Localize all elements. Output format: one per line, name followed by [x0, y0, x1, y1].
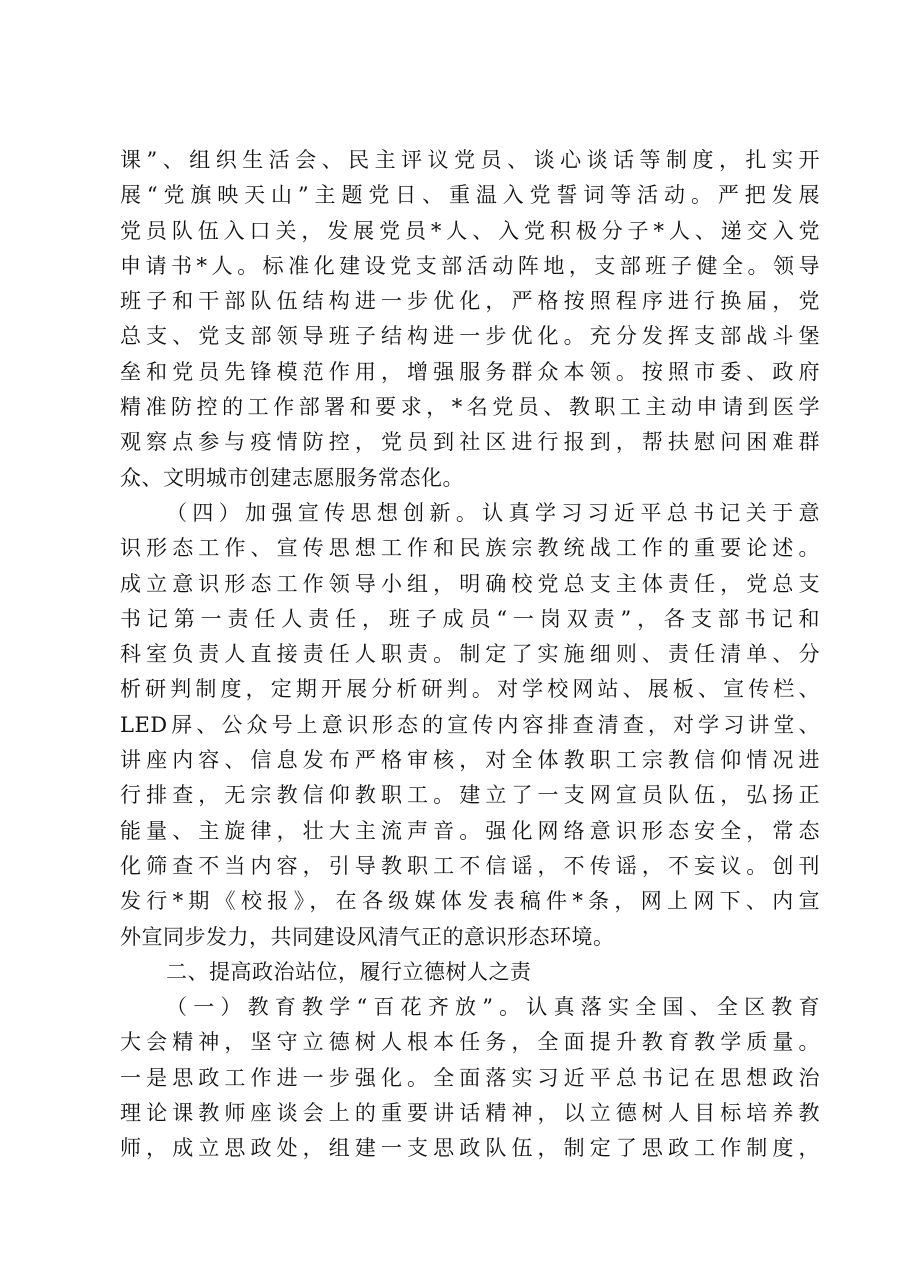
- text-line: 班子和干部队伍结构进一步优化，严格按照程序进行换届，党: [120, 289, 820, 314]
- text-line: 理论课教师座谈会上的重要讲话精神，以立德树人目标培养教: [120, 1101, 820, 1126]
- text-line: 一是思政工作进一步强化。全面落实习近平总书记在思想政治: [120, 1065, 820, 1090]
- text-line: 发行*期《校报》，在各级媒体发表稿件*条，网上网下、内宣: [120, 889, 820, 914]
- text-line: 大会精神，坚守立德树人根本任务，全面提升教育教学质量。: [120, 1030, 820, 1055]
- text-line: 科室负责人直接责任人职责。制定了实施细则、责任清单、分: [120, 642, 820, 667]
- section-heading-line: （一）教育教学“百花齐放”。认真落实全国、全区教育: [166, 995, 820, 1020]
- text-line: 垒和党员先锋模范作用，增强服务群众本领。按照市委、政府: [120, 359, 820, 384]
- document-body: [120, 143, 820, 1167]
- text-line: 观察点参与疫情防控，党员到社区进行报到，帮扶慰问困难群: [120, 430, 820, 455]
- text-line: 化筛查不当内容，引导教职工不信谣，不传谣，不妄议。创刊: [120, 853, 820, 878]
- text-line: 总支、党支部领导班子结构进一步优化。充分发挥支部战斗堡: [120, 324, 820, 349]
- text-line: 众、文明城市创建志愿服务常态化。: [120, 465, 464, 490]
- text-line: LED屏、公众号上意识形态的宣传内容排查清查，对学习讲堂、: [120, 712, 820, 737]
- text-line: 识形态工作、宣传思想工作和民族宗教统战工作的重要论述。: [120, 536, 820, 561]
- text-line: 成立意识形态工作领导小组，明确校党总支主体责任，党总支: [120, 571, 820, 596]
- text-line: 展“党旗映天山”主题党日、重温入党誓词等活动。严把发展: [120, 183, 820, 208]
- text-line: 课”、组织生活会、民主评议党员、谈心谈话等制度，扎实开: [120, 148, 820, 172]
- text-line: 析研判制度，定期开展分析研判。对学校网站、展板、宣传栏、: [120, 677, 820, 702]
- text-line: 讲座内容、信息发布严格审核，对全体教职工宗教信仰情况进: [120, 748, 820, 773]
- text-line: 外宣同步发力，共同建设风清气正的意识形态环境。: [120, 924, 615, 949]
- text-line: 师，成立思政处，组建一支思政队伍，制定了思政工作制度，: [120, 1136, 820, 1161]
- chapter-heading-line: 二、提高政治站位，履行立德树人之责: [166, 959, 532, 984]
- text-line: 能量、主旋律，壮大主流声音。强化网络意识形态安全，常态: [120, 818, 820, 843]
- text-line: 党员队伍入口关，发展党员*人、入党积极分子*人、递交入党: [120, 218, 820, 243]
- text-line: 行排查，无宗教信仰教职工。建立了一支网宣员队伍，弘扬正: [120, 783, 820, 808]
- text-line: 申请书*人。标准化建设党支部活动阵地，支部班子健全。领导: [120, 253, 820, 278]
- text-line: 精准防控的工作部署和要求，*名党员、教职工主动申请到医学: [120, 395, 820, 420]
- section-heading-line: （四）加强宣传思想创新。认真学习习近平总书记关于意: [166, 500, 820, 525]
- text-line: 书记第一责任人责任，班子成员“一岗双责”，各支部书记和: [120, 606, 820, 631]
